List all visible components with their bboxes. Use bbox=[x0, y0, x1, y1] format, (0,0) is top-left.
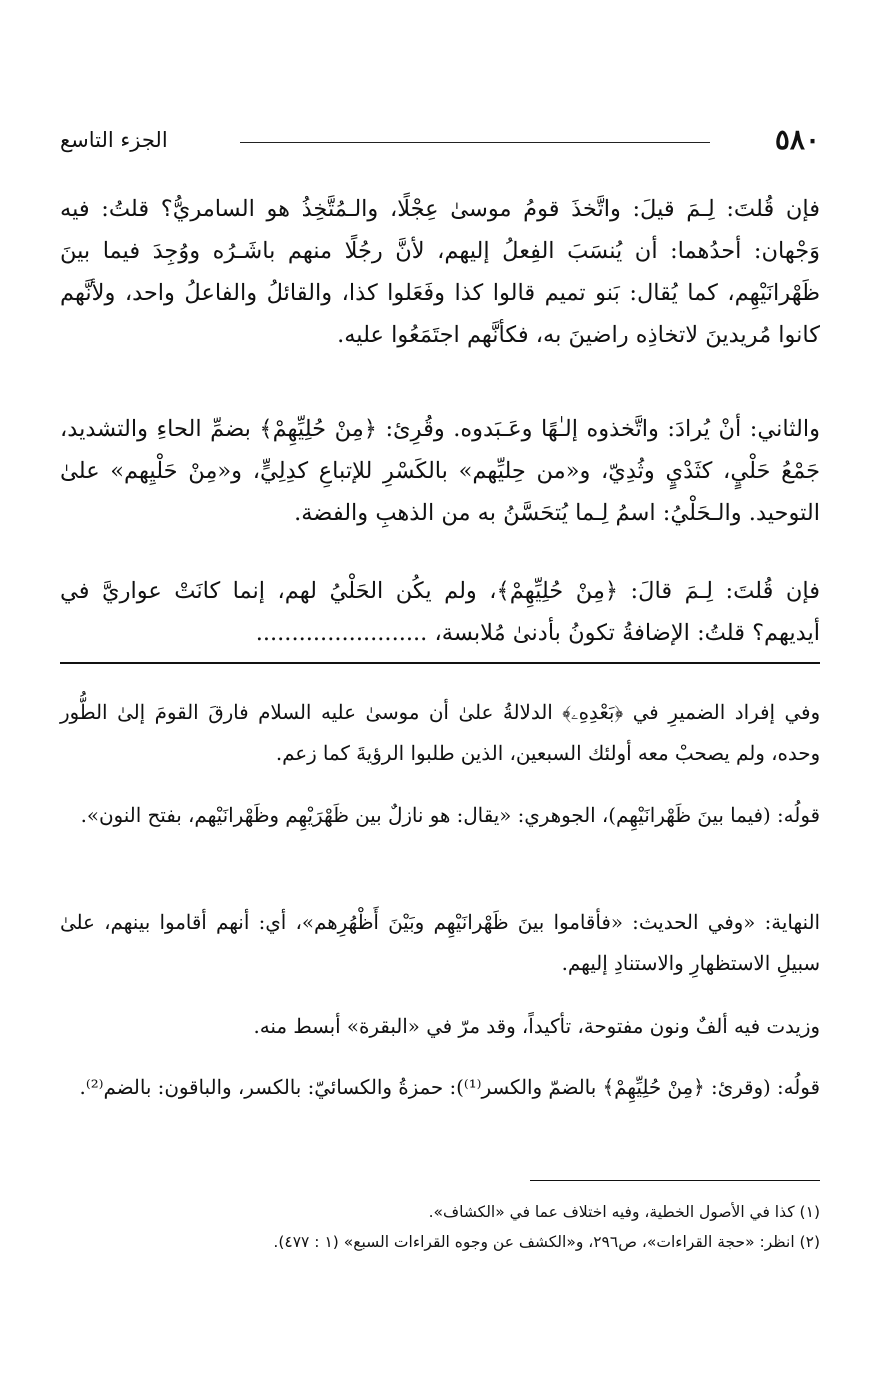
footnote-rule bbox=[530, 1180, 820, 1181]
header-rule bbox=[240, 142, 710, 143]
running-title: الجزء التاسع bbox=[60, 128, 168, 152]
commentary-section bbox=[60, 570, 820, 654]
footnote: (٢) انظر: «حجة القراءات»، ص٢٩٦، و«الكشف عن وجوه القراءات السبع» (١ : ٤٧٧). bbox=[273, 1233, 820, 1251]
gloss-paragraph: النهاية: «وفي الحديث: «فأقاموا بينَ ظَهْرانَيْهِم وبَيْنَ أَظْهُرِهم»، أي: أنهم أقاموا بينهم، علىٰ سبيلِ الاستظهارِ والاستنادِ إليهم. bbox=[60, 911, 820, 975]
gloss-paragraph: قولُه: (وقرئ: ﴿مِنْ حُلِيِّهِمْ﴾ بالضمّ والكسر⁽¹⁾): حمزةُ والكسائيّ: بالكسر، والباقون: بالضم⁽²⁾. bbox=[79, 1076, 820, 1099]
commentary-paragraph: فإن قُلتَ: لِـمَ قيلَ: واتَّخذَ قومُ موسىٰ عِجْلًا، والـمُتَّخِذُ هو السامريُّ؟ قلتُ: فيه وَجْهان: أحدُهما: أن يُنسَبَ الفِعلُ إليهم، لأنَّ رجُلًا منهم باشَـرُه ووُجِدَ فيما بينَ ظَهْرانَيْهِم، كما يُقال: بَنو تميم قالوا كذا وفَعَلوا كذا، والقائلُ والفاعلُ واحد، ولأنَّهم كانوا مُريدينَ لاتخاذِه راضينَ به، فكأنَّهم اجتَمَعُوا عليه. bbox=[60, 196, 820, 348]
gloss-paragraph-block bbox=[60, 1067, 820, 1108]
gloss-paragraph: وزيدت فيه ألفٌ ونون مفتوحة، تأكيداً، وقد مرّ في «البقرة» أبسط منه. bbox=[253, 1015, 820, 1038]
gloss-paragraph-block bbox=[60, 902, 820, 984]
gloss-paragraph-block bbox=[60, 1006, 820, 1047]
footnotes bbox=[60, 1197, 820, 1257]
page-header bbox=[60, 115, 820, 165]
commentary-section bbox=[60, 188, 820, 356]
commentary-paragraph: والثاني: أنْ يُرادَ: واتَّخذوه إلـٰهًا وعَـبَدوه. وقُرِئ: ﴿مِنْ حُلِيِّهِمْ﴾ بضمِّ الحاءِ والتشديد، جَمْعُ حَلْيٍ، كثَدْيٍ وثُدِيّ، و«من حِليِّهم» بالكَسْرِ للإتباعِ كدِلِيٍّ، و«مِنْ حَلْيِهم» علىٰ التوحيد. والـحَلْيُ: اسمُ لِـما يُتحَسَّنُ به من الذهبِ والفضة. bbox=[60, 416, 820, 526]
gloss-paragraph: قولُه: (فيما بينَ ظَهْرانَيْهِم)، الجوهري: «يقال: هو نازلٌ بين ظَهْرَيْهِم وظَهْرانَيْهم، بفتح النون». bbox=[80, 804, 820, 827]
footnote: (١) كذا في الأصول الخطية، وفيه اختلاف عما في «الكشاف». bbox=[428, 1203, 820, 1221]
gloss-paragraph-block bbox=[60, 692, 820, 774]
gloss-paragraph: وفي إفراد الضميرِ في ﴿بَعْدِهِۦ﴾ الدلالةُ علىٰ أن موسىٰ عليه السلام فارقَ القومَ إلىٰ الطُّور وحده، ولم يصحبْ معه أولئك السبعين، الذين طلبوا الرؤيةَ كما زعم. bbox=[60, 701, 820, 765]
commentary-paragraph: فإن قُلتَ: لِـمَ قالَ: ﴿مِنْ حُلِيِّهِمْ﴾، ولم يكُن الحَلْيُ لهم، إنما كانَتْ عواريَّ في أيديهم؟ قلتُ: الإضافةُ تكونُ بأدنىٰ مُلابسة، ........................ bbox=[60, 578, 820, 646]
section-divider bbox=[60, 662, 820, 664]
gloss-paragraph-block bbox=[60, 795, 820, 836]
page-number: ٥٨٠ bbox=[774, 123, 820, 156]
commentary-section bbox=[60, 408, 820, 534]
